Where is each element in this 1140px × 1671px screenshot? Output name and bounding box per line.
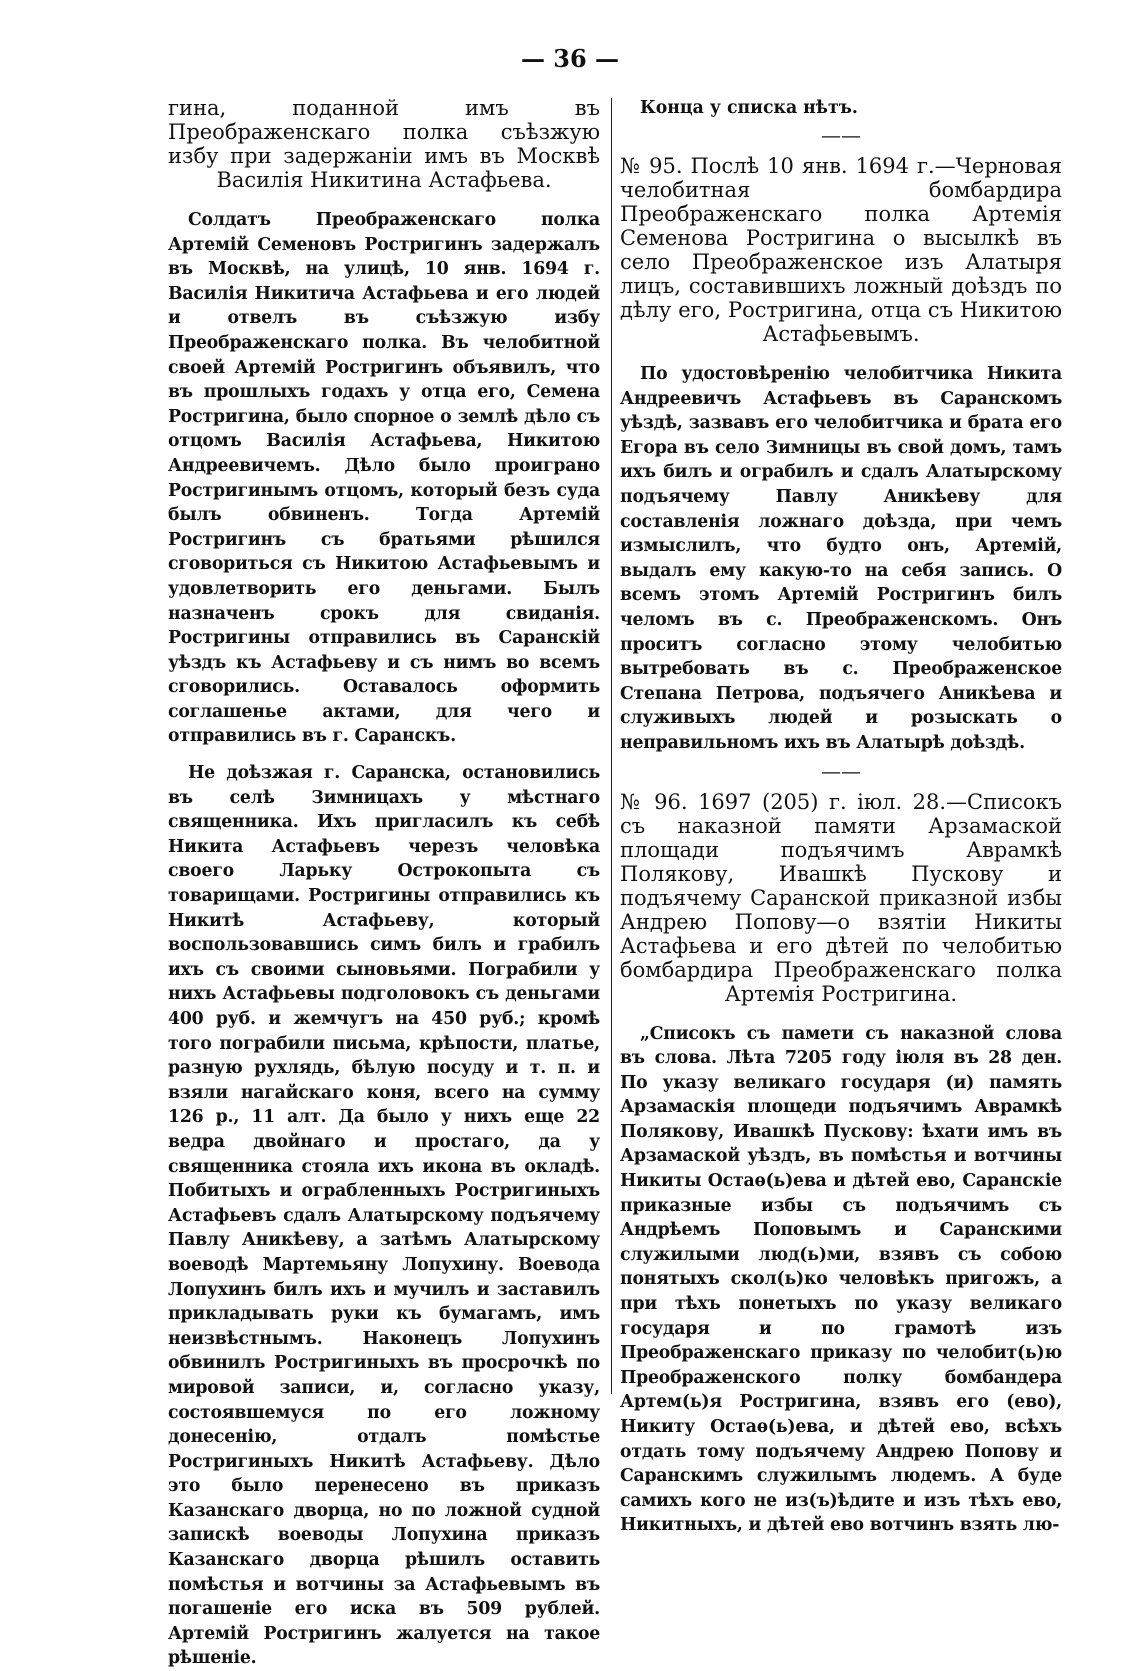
document-96-text: „Списокъ съ памети съ наказной слова въ слова. Лѣта 7205 году іюля въ 28 ден. По указу великаго государя (и) память Арзамаскія площеди подъячимъ Аврамкѣ Полякову, Ивашкѣ Пускову: ѣхати имъ въ Арзамаской уѣздъ, въ помѣстья и вотчины Никиты Остаѳ(ь)ева и дѣтей ево, Саранскіе приказные избы съ подъячимъ съ Андрѣемъ Поповымъ и Саранскими служилыми люд(ь)ми, взявъ съ собою понятыхъ скол(ь)ко человѣкъ пригожъ, а при тѣхъ понетыхъ по указу великаго государя и по грамотѣ изъ Преображенскаго приказу по челобит(ь)ю Преображенского полку бомбандера Артем(ь)я Ростригина, взявъ его (ево), Никиту Остаѳ(ь)ева, и дѣтей ево, всѣхъ отдать тому подъячему Андрею Попову и Саранскимъ служилымъ людемъ. А буде самихъ кого не из(ъ)ѣдите и изъ тѣхъ ево, Никитныхъ, и дѣтей ево вотчинъ взять лю- xyxy=(620,1023,1062,1536)
column-divider xyxy=(611,98,612,1394)
spacer xyxy=(620,346,1062,362)
right-column xyxy=(620,96,1062,1538)
summary-paragraph: Не доѣзжая г. Саранска, остановились въ селѣ Зимницахъ у мѣстнаго священника. Ихъ пригласилъ къ себѣ Никита Астафьевъ черезъ человѣка своего Ларьку Острокопыта съ товарищами. Ростригины отправились къ Никитѣ Астафьеву, который воспользовавшись симъ билъ и грабилъ ихъ съ своими сыновьями. Пограбили у нихъ Астафьевы подголовокъ съ деньгами 400 руб. и жемчугъ на 450 руб.; кромѣ того пограбили письма, крѣпости, платье, разную рухлядь, бѣлую посуду и т. п. и взяли нагайскаго коня, всего на сумму 126 р., 11 алт. Да было у нихъ еще 22 ведра двойнаго и простаго, да у священника стояла ихъ икона въ окладѣ. Побитыхъ и ограбленныхъ Ростригиныхъ Астафьевъ сдалъ Алатырскому подъячему Павлу Аникѣеву, а затѣмъ Алатырскому воеводѣ Мартемьяну Лопухину. Воевода Лопухинъ билъ ихъ и мучилъ и заставилъ прикладывать руки къ бумагамъ, имъ неизвѣстнымъ. Наконецъ Лопухинъ обвинилъ Ростригиныхъ въ просрочкѣ по мировой записи, и, согласно указу, состоявшемуся по его ложному донесенію, отдалъ помѣстье Ростригиныхъ Никитѣ Астафьеву. Дѣло это было перенесено въ приказъ Казанскаго дворца, но по ложной судной запискѣ воеводы Лопухина приказъ Казанскаго дворца рѣшилъ оставить помѣстья и вотчины за Астафьевымъ въ погашеніе его иска въ 509 рублей. Артемій Ростригинъ жалуется на такое рѣшеніе. xyxy=(168,763,600,1669)
document-96-title: № 96. 1697 (205) г. іюл. 28.—Списокъ съ наказной памяти Арзамаской площади подъячимъ Аврамкѣ Полякову, Ивашкѣ Пускову и подъячему Саранской приказной избы Андрею Попову—о взятіи Никиты Астафьева и его дѣтей по челобитью бомбардира Преображенскаго полка Артемія Ростригина. xyxy=(620,789,1062,1006)
spacer xyxy=(168,192,600,208)
page-number: — 36 — xyxy=(520,44,620,73)
document-95-summary: По удостовѣренію челобитчика Никита Андреевичъ Астафьевъ въ Саранскомъ уѣздѣ, зазвавъ его челобитчика и брата его Егора въ село Зимницы въ свой домъ, тамъ ихъ билъ и ограбилъ и сдалъ Алатырскому подъячему Павлу Аникѣеву для составленія ложнаго доѣзда, при чемъ измыслилъ, что будто онъ, Артемій, выдалъ ему какую-то на себя запись. О всемъ этомъ Артемій Ростригинъ билъ челомъ въ с. Преображенскомъ. Онъ проситъ согласно этому челобитью вытребовать въ с. Преображенское Степана Петрова, подъячего Аникѣева и служивыхъ людей и розыскать о неправильномъ ихъ въ Алатырѣ доѣздѣ. xyxy=(620,364,1062,753)
left-column xyxy=(168,96,600,1671)
spacer xyxy=(168,749,600,761)
section-separator: —— xyxy=(821,758,861,783)
section-separator: —— xyxy=(821,123,861,147)
document-95-title: № 95. Послѣ 10 янв. 1694 г.—Черновая челобитная бомбардира Преображенскаго полка Артемія Семенова Ростригина о высылкѣ въ село Преображенское изъ Алатыря лицъ, составившихъ ложный доѣздъ по дѣлу его, Ростригина, отца съ Никитою Астафьевымъ. xyxy=(620,154,1062,346)
end-of-list-note: Конца у списка нѣтъ. xyxy=(640,98,858,118)
spacer xyxy=(620,1006,1062,1022)
summary-paragraph: Солдатъ Преображенскаго полка Артемій Семеновъ Ростригинъ задержалъ въ Москвѣ, на улицѣ, 10 янв. 1694 г. Василія Никитича Астафьева и его людей и отвелъ въ съѣзжую избу Преображенскаго полка. Въ челобитной своей Артемій Ростригинъ объявилъ, что въ прошлыхъ годахъ у отца его, Семена Ростригина, было спорное о землѣ дѣло съ отцомъ Василія Астафьева, Никитою Андреевичемъ. Дѣло было проиграно Ростригинымъ отцомъ, который безъ суда былъ обвиненъ. Тогда Артемій Ростригинъ съ братьями рѣшился сговориться съ Никитою Астафьевымъ и удовлетворить его деньгами. Былъ назначенъ срокъ для свиданія. Ростригины отправились въ Саранскій уѣздъ къ Астафьеву и съ нимъ во всемъ сговорились. Оставалось оформить соглашенье актами, для чего и отправились въ г. Саранскъ. xyxy=(168,210,600,747)
continued-document-title: гина, поданной имъ въ Преображенскаго полка съѣзжую избу при задержаніи имъ въ Москвѣ Василія Никитина Астафьева. xyxy=(168,96,600,192)
